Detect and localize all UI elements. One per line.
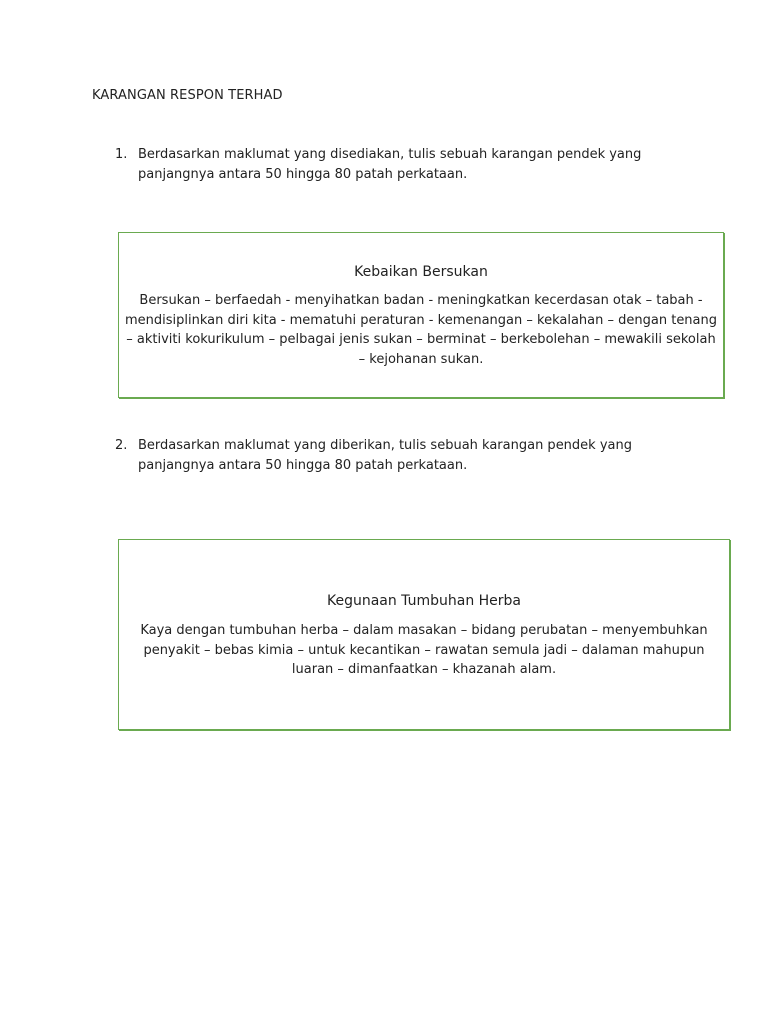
question-2 (115, 436, 675, 476)
info-box-kegunaan-tumbuhan-herba (118, 539, 730, 730)
info-box-body: Kaya dengan tumbuhan herba – dalam masakan – bidang perubatan – menyembuhkan penyakit – bebas kimia – untuk kecantikan – rawatan semula jadi – dalaman mahupun luaran – dimanfaatkan – khazanah alam. (140, 623, 708, 677)
question-number: 1. (115, 147, 128, 162)
info-box-kebaikan-bersukan (118, 232, 724, 398)
question-text: Berdasarkan maklumat yang diberikan, tulis sebuah karangan pendek yang panjangnya antara 50 hingga 80 patah perkataan. (138, 438, 632, 473)
info-box-heading: Kegunaan Tumbuhan Herba (326, 593, 522, 609)
info-box-heading: Kebaikan Bersukan (354, 264, 488, 280)
document-title: KARANGAN RESPON TERHAD (92, 88, 283, 103)
question-number: 2. (115, 438, 128, 453)
question-1 (115, 145, 675, 185)
info-box-body: Bersukan – berfaedah - menyihatkan badan - meningkatkan kecerdasan otak – tabah - mendisiplinkan diri kita - mematuhi peraturan - kemenangan – kekalahan – dengan tenang – aktiviti kokurikulum – pelbagai jenis sukan – berminat – berkebolehan – mewakili sekolah – kejohanan sukan. (125, 293, 718, 367)
question-text: Berdasarkan maklumat yang disediakan, tulis sebuah karangan pendek yang panjangnya antara 50 hingga 80 patah perkataan. (138, 147, 642, 182)
